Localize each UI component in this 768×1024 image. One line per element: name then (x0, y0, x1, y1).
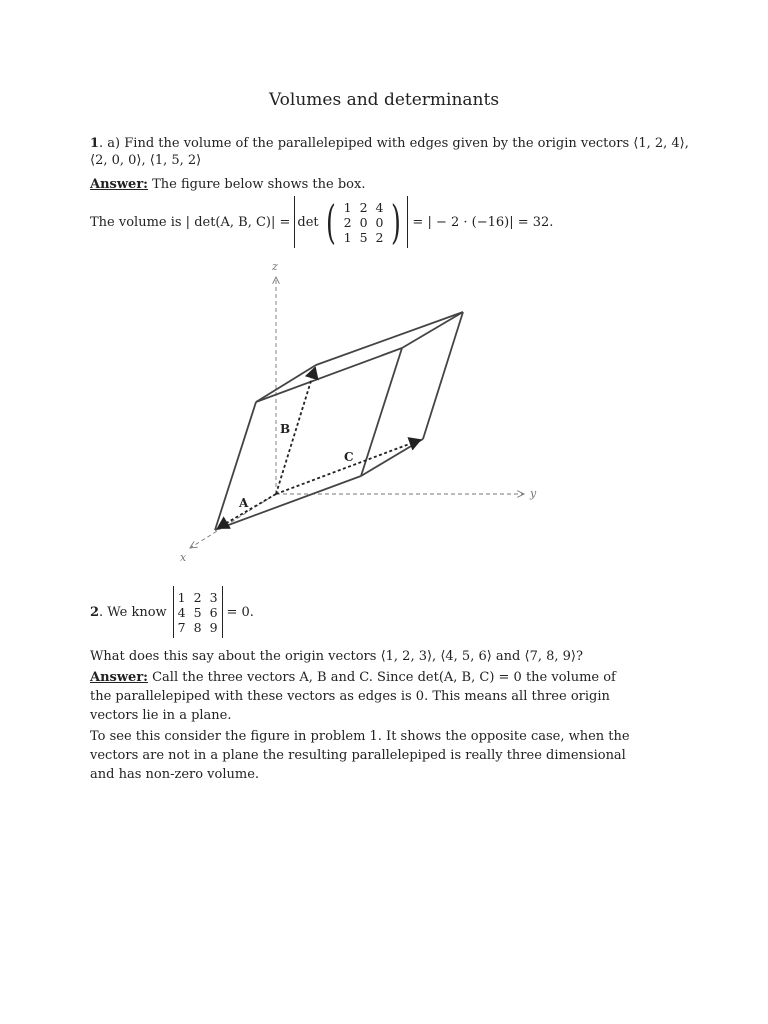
equals-zero: = 0. (226, 604, 254, 620)
volume-prefix: The volume is | det(A, B, C)| = (90, 214, 291, 230)
matrix-cell: 9 (209, 619, 218, 635)
answer-text-2: Call the three vectors A, B and C. Since det(A, B, C) = 0 the volume of the parallelepiped with these vectors as edges is 0. This means all three origin vectors lie in a plane. (90, 670, 616, 723)
page-title: Volumes and determinants (268, 90, 500, 110)
problem-1-number: 1 (90, 136, 100, 151)
volume-suffix: = | − 2 · (−16)| = 32. (412, 214, 554, 230)
matrix-cell: 5 (359, 229, 368, 245)
we-know-text: . We know (99, 604, 167, 620)
box-edges (215, 312, 463, 530)
vector-c (276, 440, 420, 494)
matrix-cell: 1 (343, 229, 352, 245)
matrix-cell: 2 (193, 589, 202, 605)
matrix-cell: 1 (343, 199, 352, 215)
matrix-cell: 8 (193, 619, 202, 635)
answer-text: The figure below shows the box. (147, 177, 366, 192)
problem-2-statement (90, 586, 254, 638)
left-paren: ( (325, 195, 336, 249)
matrix-cell: 4 (375, 199, 384, 215)
matrix-cell: 2 (343, 214, 352, 230)
matrix-cell: 6 (209, 604, 218, 620)
matrix-cell: 5 (193, 604, 202, 620)
answer-label: Answer: (90, 177, 148, 192)
matrix-cell: 0 (359, 214, 368, 230)
determinant-bars-2 (173, 586, 223, 638)
matrix-cell: 4 (177, 604, 186, 620)
det-word: det (297, 214, 319, 230)
problem-2-answer (90, 668, 636, 725)
edge (256, 348, 402, 402)
x-axis-label: x (180, 551, 187, 564)
vector-b-label: B (280, 422, 291, 436)
matrix-cell: 2 (375, 229, 384, 245)
z-axis-label: z (272, 260, 278, 273)
x-axis (190, 494, 276, 548)
y-axis-label: y (530, 487, 537, 500)
vector-a-label: A (239, 496, 249, 510)
edge (361, 348, 402, 476)
problem-1-line-2: ⟨2, 0, 0⟩, ⟨1, 5, 2⟩ (90, 153, 202, 168)
problem-1-statement: . a) Find the volume of the parallelepiped with edges given by the origin vectors ⟨1, 2, 4⟩, (99, 136, 689, 151)
edge (215, 476, 361, 530)
matrix-cell: 3 (209, 589, 218, 605)
problem-1-answer (90, 175, 365, 194)
matrix-cell: 2 (359, 199, 368, 215)
matrix-cell: 0 (375, 214, 384, 230)
vector-c-label: C (344, 450, 354, 464)
volume-equation (90, 196, 553, 248)
determinant-bars (294, 196, 408, 248)
right-paren: ) (391, 195, 402, 249)
problem-2-number: 2 (90, 604, 100, 620)
matrix-2 (174, 590, 222, 635)
edge (316, 312, 463, 365)
matrix-cell: 7 (177, 619, 186, 635)
matrix-1 (340, 200, 388, 245)
parallelepiped-figure (160, 255, 560, 575)
problem-2-paragraph: To see this consider the figure in problem 1. It shows the opposite case, when the vectors are not in a plane the resulting parallelepiped is really three dimensional and has non-zero volume. (90, 729, 630, 782)
matrix-cell: 1 (177, 589, 186, 605)
problem-2-question: What does this say about the origin vectors ⟨1, 2, 3⟩, ⟨4, 5, 6⟩ and ⟨7, 8, 9⟩? (90, 649, 583, 664)
answer-label-2: Answer: (90, 670, 148, 685)
